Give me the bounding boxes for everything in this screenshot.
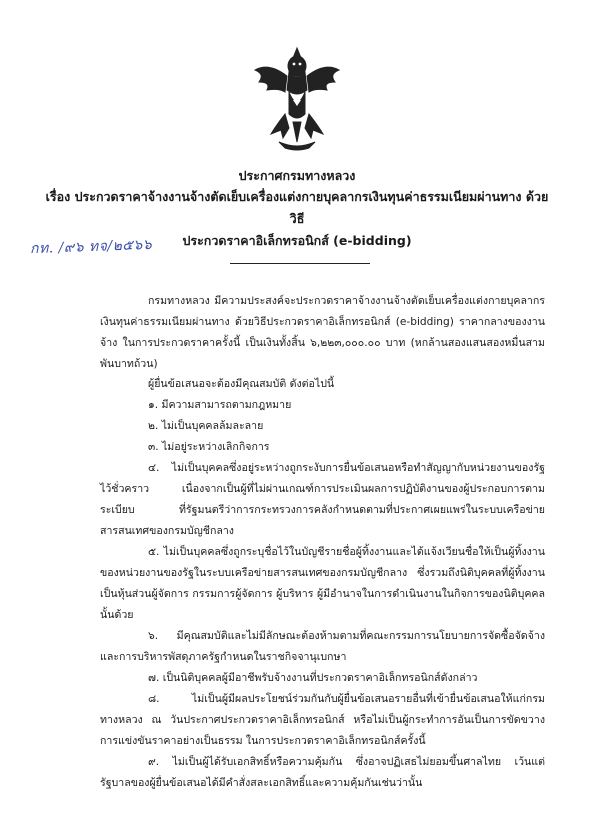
qualifications-intro: ผู้ยื่นข้อเสนอจะต้องมีคุณสมบัติ ดังต่อไปนี้ — [148, 378, 335, 390]
qualification-item: ๓. ไม่อยู่ระหว่างเลิกกิจการ — [148, 441, 270, 453]
intro-paragraph-block — [100, 291, 545, 375]
garuda-emblem-icon — [249, 42, 345, 152]
qualification-item: ๕. ไม่เป็นบุคคลซึ่งถูกระบุชื่อไว้ในบัญชีรายชื่อผู้ทิ้งงานและได้แจ้งเวียนชื่อให้เป็นผู้ทิ้งงานของหน่วยงานของรัฐในระบบเครือข่ายสารสนเทศของกรมบัญชีกลาง ซึ่งรวมถึงนิติบุคคลที่ผู้ทิ้งงานเป็นหุ้นส่วนผู้จัดการ กรรมการผู้จัดการ ผู้บริหาร ผู้มีอำนาจในการดำเนินงานในกิจการของนิติบุคคลนั้นด้วย — [100, 546, 545, 621]
qualification-item: ๔. ไม่เป็นบุคคลซึ่งอยู่ระหว่างถูกระงับการยื่นข้อเสนอหรือทำสัญญากับหน่วยงานของรัฐไว้ชั่วคราว เนื่องจากเป็นผู้ที่ไม่ผ่านเกณฑ์การประเมินผลการปฏิบัติงานของผู้ประกอบการตามระเบียบ ที่รัฐมนตรีว่าการกระทรวงการคลังกำหนดตามที่ประกาศเผยแพร่ในระบบเครือข่ายสารสนเทศของกรมบัญชีกลาง — [100, 462, 545, 537]
subject-line-1: เรื่อง ประกวดราคาจ้างงานจ้างตัดเย็บเครื่องแต่งกายบุคลากรเงินทุนค่าธรรมเนียมผ่านทาง ด้วยวิธี — [45, 189, 549, 226]
header-divider — [230, 263, 370, 264]
qualification-item: ๗. เป็นนิติบุคคลผู้มีอาชีพรับจ้างงานที่ประกวดราคาอิเล็กทรอนิกส์ดังกล่าว — [148, 672, 478, 684]
issuing-organization: ประกาศกรมทางหลวง — [238, 168, 356, 183]
qualification-item: ๒. ไม่เป็นบุคคลล้มละลาย — [148, 420, 264, 432]
handwritten-reference-number: กท. /๙๖ ทจ/๒๕๖๖ — [29, 236, 153, 258]
qualification-item: ๘. ไม่เป็นผู้มีผลประโยชน์ร่วมกันกับผู้ยื่นข้อเสนอรายอื่นที่เข้ายื่นข้อเสนอให้แก่กรมทางหลวง ณ วันประกาศประกวดราคาอิเล็กทรอนิกส์ หรือไม่เป็นผู้กระทำการอันเป็นการขัดขวางการแข่งขันราคาอย่างเป็นธรรม ในการประกวดราคาอิเล็กทรอนิกส์ครั้งนี้ — [100, 693, 545, 747]
subject-line-2: ประกวดราคาอิเล็กทรอนิกส์ (e-bidding) — [182, 233, 412, 248]
intro-paragraph: กรมทางหลวง มีความประสงค์จะประกวดราคาจ้างงานจ้างตัดเย็บเครื่องแต่งกายบุคลากรเงินทุนค่าธรรมเนียมผ่านทาง ด้วยวิธีประกวดราคาอิเล็กทรอนิกส์ (e-bidding) ราคากลางของงานจ้าง ในการประกวดราคาครั้งนี้ เป็นเงินทั้งสิ้น ๖,๒๒๓,๐๐๐.๐๐ บาท (หกล้านสองแสนสองหมื่นสามพันบาทถ้วน) — [100, 295, 545, 370]
qualifications-section — [100, 374, 545, 395]
qualification-item: ๑. มีความสามารถตามกฎหมาย — [148, 399, 292, 411]
qualification-item: ๙. ไม่เป็นผู้ได้รับเอกสิทธิ์หรือความคุ้มกัน ซึ่งอาจปฏิเสธไม่ยอมขึ้นศาลไทย เว้นแต่รัฐบาลของผู้ยื่นข้อเสนอได้มีคำสั่งสละเอกสิทธิ์และความคุ้มกันเช่นว่านั้น — [100, 756, 545, 789]
qualification-item: ๖. มีคุณสมบัติและไม่มีลักษณะต้องห้ามตามที่คณะกรรมการนโยบายการจัดซื้อจัดจ้างและการบริหารพัสดุภาครัฐกำหนดในราชกิจจานุเบกษา — [100, 630, 545, 663]
qualification-list — [100, 395, 545, 794]
